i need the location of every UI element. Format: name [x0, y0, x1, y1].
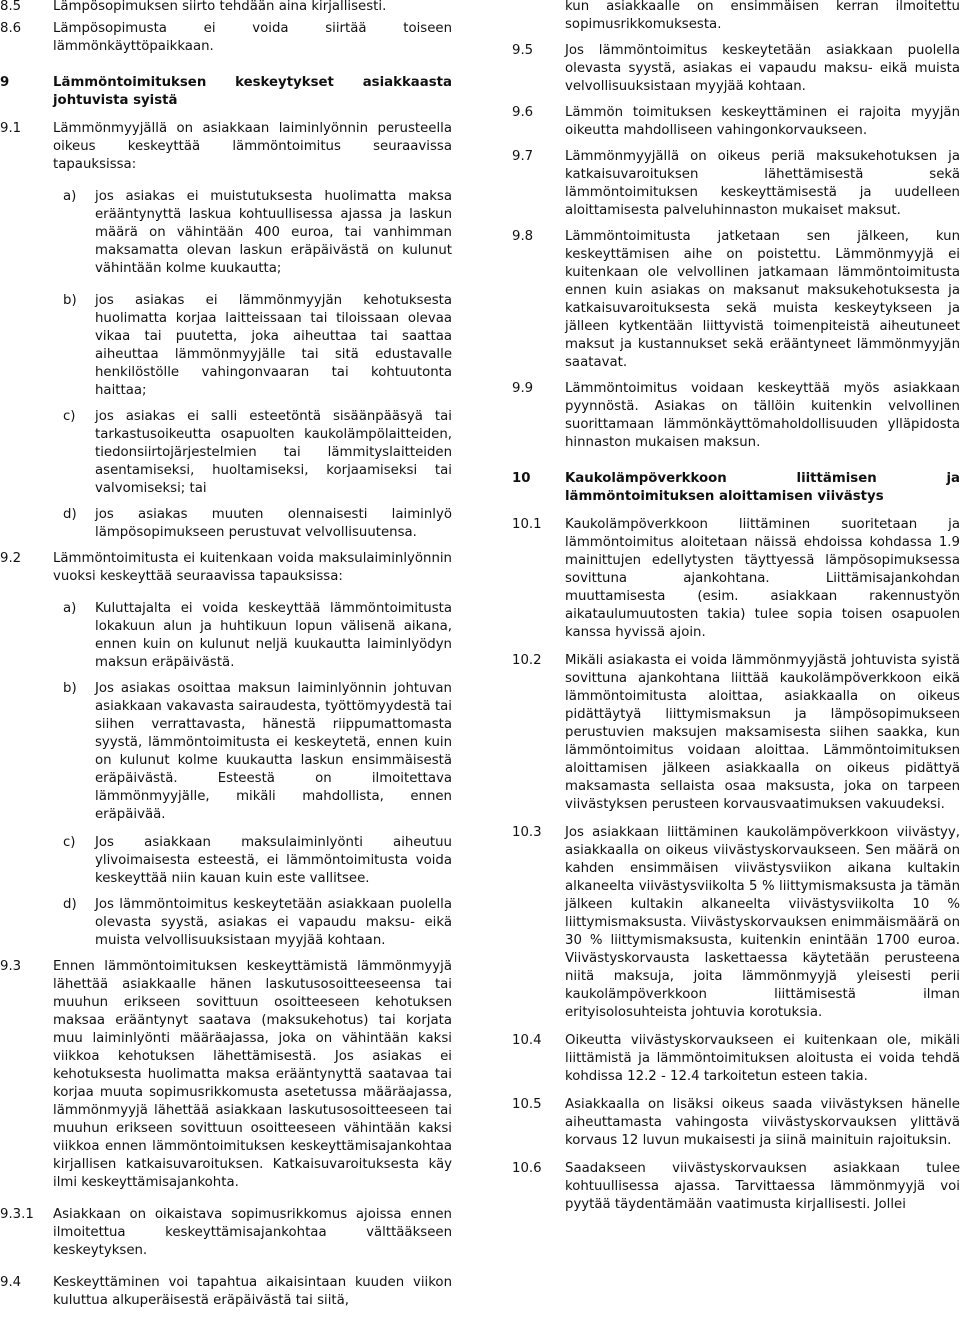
clause-9-3-1 [0, 1206, 452, 1260]
subclause-letter: d) [63, 897, 77, 912]
section-title: Kaukolämpöverkkoon liittämisen ja lämmöntoimituksen aloittamisen viivästys [565, 471, 960, 504]
subclause-text: Jos asiakas osoittaa maksun laiminlyönnin johtuvan asiakkaan vakavasta sairaudesta, työttömyydestä tai siihen verrattavasta, hänestä riippumattomasta syystä, lämmöntoimitusta ei keskeytetä, ennen kuin on kulunut kolme kuukautta laskun ensimmäisestä eräpäivästä. Esteestä on ilmoitettava lämmönmyyjälle, mikäli mahdollista, ennen eräpäivää. [95, 681, 452, 822]
clause-number: 9.4 [0, 1275, 22, 1290]
clause-number: 9.9 [512, 381, 534, 396]
clause-number: 10.3 [512, 825, 542, 840]
subclause-text: jos asiakas muuten olennaisesti laiminlyö lämpösopimukseen perustuvat velvollisuutensa. [95, 507, 452, 540]
subclause-letter: c) [63, 409, 76, 424]
clause-10-2 [512, 652, 960, 814]
clause-8-6 [0, 20, 452, 56]
clause-text: Ennen lämmöntoimituksen keskeyttämistä lämmönmyyjä lähettää asiakkaalle hänen laskutusosoitteeseensa tai muuhun erikseen sovittuun osoitteeseen kehotuksen maksaa erääntynyt saatava (maksukehotus) tai korjata muu laiminlyönti määräajassa, joka on vähintään kaksi viikkoa kehotuksen lähettämisestä. Jos asiakas ei kehotuksesta huolimatta maksa erääntynyttä saatavaa tai korjaa muuta sopimusrikkomusta asetetussa määräajassa, lämmönmyyjä lähettää asiakkaan laskutusosoitteeseen tai muuhun erikseen sovittuun osoitteeseen vähintään kaksi viikkoa ennen lämmöntoimituksen keskeyttämisajankohtaa kirjallisen katkaisuvaroituksen. Katkaisuvaroituksesta käy ilmi keskeyttämisajankohta. [53, 959, 452, 1190]
clause-text: kun asiakkaalle on ensimmäisen kerran ilmoitettu sopimusrikkomuksesta. [565, 0, 960, 32]
clause-number: 9.2 [0, 551, 22, 566]
clause-text: Lämpösopimuksen siirto tehdään aina kirjallisesti. [53, 0, 387, 14]
clause-text: Lämmöntoimitusta jatketaan sen jälkeen, kun keskeyttämisen aihe on poistettu. Lämmönmyyjä ei kuitenkaan ole velvollinen jatkamaan lämmöntoimitusta ennen kuin asiakas on maksanut maksukehotuksesta ja katkaisuvaroituksesta sekä muista keskeytykseen ja jälleen kytkentään liittyvistä toimenpiteistä aiheutuneet maksut ja kustannukset sekä erääntyneet lämmönmyyjän saatavat. [565, 229, 960, 370]
clause-number: 9.3 [0, 959, 22, 974]
section-number: 9 [0, 75, 10, 90]
section-number: 10 [512, 471, 531, 486]
clause-9-5 [512, 42, 960, 96]
clause-number: 10.4 [512, 1033, 542, 1048]
clause-text: Jos asiakkaan liittäminen kaukolämpöverkkoon viivästyy, asiakkaalla on oikeus viivästyskorvaukseen. Sen määrä on kahden ensimmäisen viivästysviikon aikana kultakin alkaneelta viivästysviikolta 5 % liittymismaksusta ja tämän jälkeen kultakin alkaneelta viivästysviikolta 10 % liittymismaksusta. Viivästyskorvauksen enimmäismäärä on 30 % liittymismaksusta, kuitenkin enintään 1700 euroa. Viivästyskorvausta laskettaessa käytetään perusteena niitä maksuja, joita lämmönmyyjä yleisesti perii kaukolämpöverkkoon liittämisestä ilman erityisolosuhteista johtuvia korotuksia. [565, 825, 960, 1020]
clause-number: 10.6 [512, 1161, 542, 1176]
subclause-9-1-d [63, 506, 452, 542]
clause-text: Saadakseen viivästyskorvauksen asiakkaan tulee kohtuullisessa ajassa. Tarvittaessa lämmönmyyjä voi pyytää täydentämään vaatimusta kirjallisesti. Jollei [565, 1161, 960, 1212]
subclause-9-2-b [63, 680, 452, 824]
section-9-heading [0, 74, 452, 110]
clause-text: Lämmönmyyjällä on oikeus periä maksukehotuksen ja katkaisuvaroituksen lähettämisestä sekä lämmöntoimituksen keskeyttämisestä ja uudelleen aloittamisesta palveluhinnaston mukaiset maksut. [565, 149, 960, 218]
clause-number: 10.2 [512, 653, 542, 668]
clause-number: 9.8 [512, 229, 534, 244]
subclause-9-1-a [63, 188, 452, 278]
subclause-text: jos asiakas ei salli esteetöntä sisäänpääsyä tai tarkastusoikeutta osapuolten kaukolämpölaitteiden, tiedonsiirtojärjestelmien tai lämmityslaitteiden asentamiseksi, huoltamiseksi, korjaamiseksi tai valvomiseksi; tai [95, 409, 452, 496]
clause-8-5 [0, 0, 452, 16]
clause-9-6 [512, 104, 960, 140]
clause-text: Asiakkaalla on lisäksi oikeus saada viivästyksen hänelle aiheuttamasta vahingosta viivästyskorvauksen ylittävä korvaus 12 luvun mukaisesti ja siinä mainituin rajoituksin. [565, 1097, 960, 1148]
clause-text: Lämpösopimusta ei voida siirtää toiseen lämmönkäyttöpaikkaan. [53, 21, 452, 54]
subclause-9-2-a [63, 600, 452, 672]
clause-number: 10.5 [512, 1097, 542, 1112]
subclause-letter: b) [63, 681, 77, 696]
right-column [512, 0, 960, 1214]
clause-text: Lämmön toimituksen keskeyttäminen ei rajoita myyjän oikeutta mahdolliseen vahingonkorvaukseen. [565, 105, 960, 138]
clause-text: Lämmönmyyjällä on asiakkaan laiminlyönnin perusteella oikeus keskeyttää lämmöntoimitus seuraavissa tapauksissa: [53, 121, 452, 172]
clause-9-9 [512, 380, 960, 452]
subclause-text: Jos lämmöntoimitus keskeytetään asiakkaan puolella olevasta syystä, asiakas ei vapaudu maksu- eikä muista velvollisuuksistaan myyjää kohtaan. [95, 897, 452, 948]
clause-9-7 [512, 148, 960, 220]
clause-number: 10.1 [512, 517, 542, 532]
left-column [0, 0, 452, 1310]
clause-text: Lämmöntoimitus voidaan keskeyttää myös asiakkaan pyynnöstä. Asiakas on tällöin kuitenkin velvollinen suorittamaan lämmönkäyttömaholdollisuuden ylläpidosta hinnaston mukaisen maksun. [565, 381, 960, 450]
clause-text: Lämmöntoimitusta ei kuitenkaan voida maksulaiminlyönnin vuoksi keskeyttää seuraavissa tapauksissa: [53, 551, 452, 584]
subclause-text: jos asiakas ei lämmönmyyjän kehotuksesta huolimatta korjaa laitteissaan tai tiloissaan olevaa vikaa tai puutetta, joka aiheuttaa tai saattaa aiheuttaa lämmönmyyjälle tai sitä edustavalle henkilöstölle vahingonvaaran tai kohtuutonta haittaa; [95, 293, 452, 398]
subclause-letter: b) [63, 293, 77, 308]
subclause-letter: a) [63, 601, 77, 616]
subclause-letter: a) [63, 189, 77, 204]
clause-number: 9.6 [512, 105, 534, 120]
clause-number: 9.3.1 [0, 1207, 34, 1222]
subclause-text: Jos asiakkaan maksulaiminlyönti aiheutuu ylivoimaisesta esteestä, ei lämmöntoimitusta voida keskeyttää niin kauan kuin este vallitsee. [95, 835, 452, 886]
clause-number: 9.7 [512, 149, 534, 164]
clause-number: 8.5 [0, 0, 22, 14]
subclause-text: jos asiakas ei muistutuksesta huolimatta maksa erääntynyttä laskua kohtuullisessa ajassa ja laskun määrä on vähintään 400 euroa, tai vanhimman maksamatta olevan laskun eräpäivästä on kulunut vähintään kolme kuukautta; [95, 189, 452, 276]
clause-9-4-continued [512, 0, 960, 34]
clause-9-4 [0, 1274, 452, 1310]
clause-text: Kaukolämpöverkkoon liittäminen suoritetaan ja lämmöntoimitus aloitetaan näissä ehdoissa kohdassa 1.9 mainittujen edellytysten täyttyessä lämpösopimuksessa sovittuna ajankohtana. Liittämisajankohdan muuttamisesta (esim. asiakkaan rakennustyön aikataulumuutosten takia) tulee sopia toisen osapuolen kanssa hyvissä ajoin. [565, 517, 960, 640]
subclause-text: Kuluttajalta ei voida keskeyttää lämmöntoimitusta lokakuun alun ja huhtikuun lopun välisenä aikana, ennen kuin on kulunut neljä kuukautta laiminlyödyn maksun eräpäivästä. [95, 601, 452, 670]
section-10-heading [512, 470, 960, 506]
clause-10-3 [512, 824, 960, 1022]
section-title: Lämmöntoimituksen keskeytykset asiakkaasta johtuvista syistä [53, 75, 452, 108]
subclause-9-2-d [63, 896, 452, 950]
clause-number: 9.1 [0, 121, 22, 136]
subclause-letter: c) [63, 835, 76, 850]
clause-10-4 [512, 1032, 960, 1086]
clause-10-5 [512, 1096, 960, 1150]
clause-text: Oikeutta viivästyskorvaukseen ei kuitenkaan ole, mikäli liittämistä ja lämmöntoimituksen aloitusta ei voida tehdä kohdissa 12.2 - 12.4 tarkoitetun esteen takia. [565, 1033, 960, 1084]
subclause-letter: d) [63, 507, 77, 522]
subclause-9-1-c [63, 408, 452, 498]
clause-text: Asiakkaan on oikaistava sopimusrikkomus ajoissa ennen ilmoitettua keskeyttämisajankohtaa välttääkseen keskeytyksen. [53, 1207, 452, 1258]
clause-10-6 [512, 1160, 960, 1214]
clause-number-spacer [512, 0, 565, 34]
clause-9-8 [512, 228, 960, 372]
clause-9-2 [0, 550, 452, 586]
clause-text: Jos lämmöntoimitus keskeytetään asiakkaan puolella olevasta syystä, asiakas ei vapaudu maksu- eikä muista velvollisuuksistaan myyjää kohtaan. [565, 43, 960, 94]
clause-10-1 [512, 516, 960, 642]
clause-text: Mikäli asiakasta ei voida lämmönmyyjästä johtuvista syistä sovittuna ajankohtana liittää kaukolämpöverkkoon eikä lämmöntoimitusta aloittaa, asiakkaalla on oikeus pidättäytyä liittymismaksun ja lämpösopimukseen perustuvien maksujen maksamisesta siihen saakka, kun lämmöntoimitus voidaan aloittaa. Lämmöntoimituksen aloittamisen jälkeen asiakkaalla on oikeus pidättyä maksamasta sellaista osaa maksusta, joka on tarpeen viivästyksen perusteen korvausvaatimuksen vakuudeksi. [565, 653, 960, 812]
clause-9-3 [0, 958, 452, 1192]
clause-9-1 [0, 120, 452, 174]
subclause-9-1-b [63, 292, 452, 400]
clause-number: 8.6 [0, 21, 22, 36]
subclause-9-2-c [63, 834, 452, 888]
clause-number: 9.5 [512, 43, 534, 58]
clause-text: Keskeyttäminen voi tapahtua aikaisintaan kuuden viikon kuluttua alkuperäisestä eräpäivästä tai siitä, [53, 1275, 452, 1308]
